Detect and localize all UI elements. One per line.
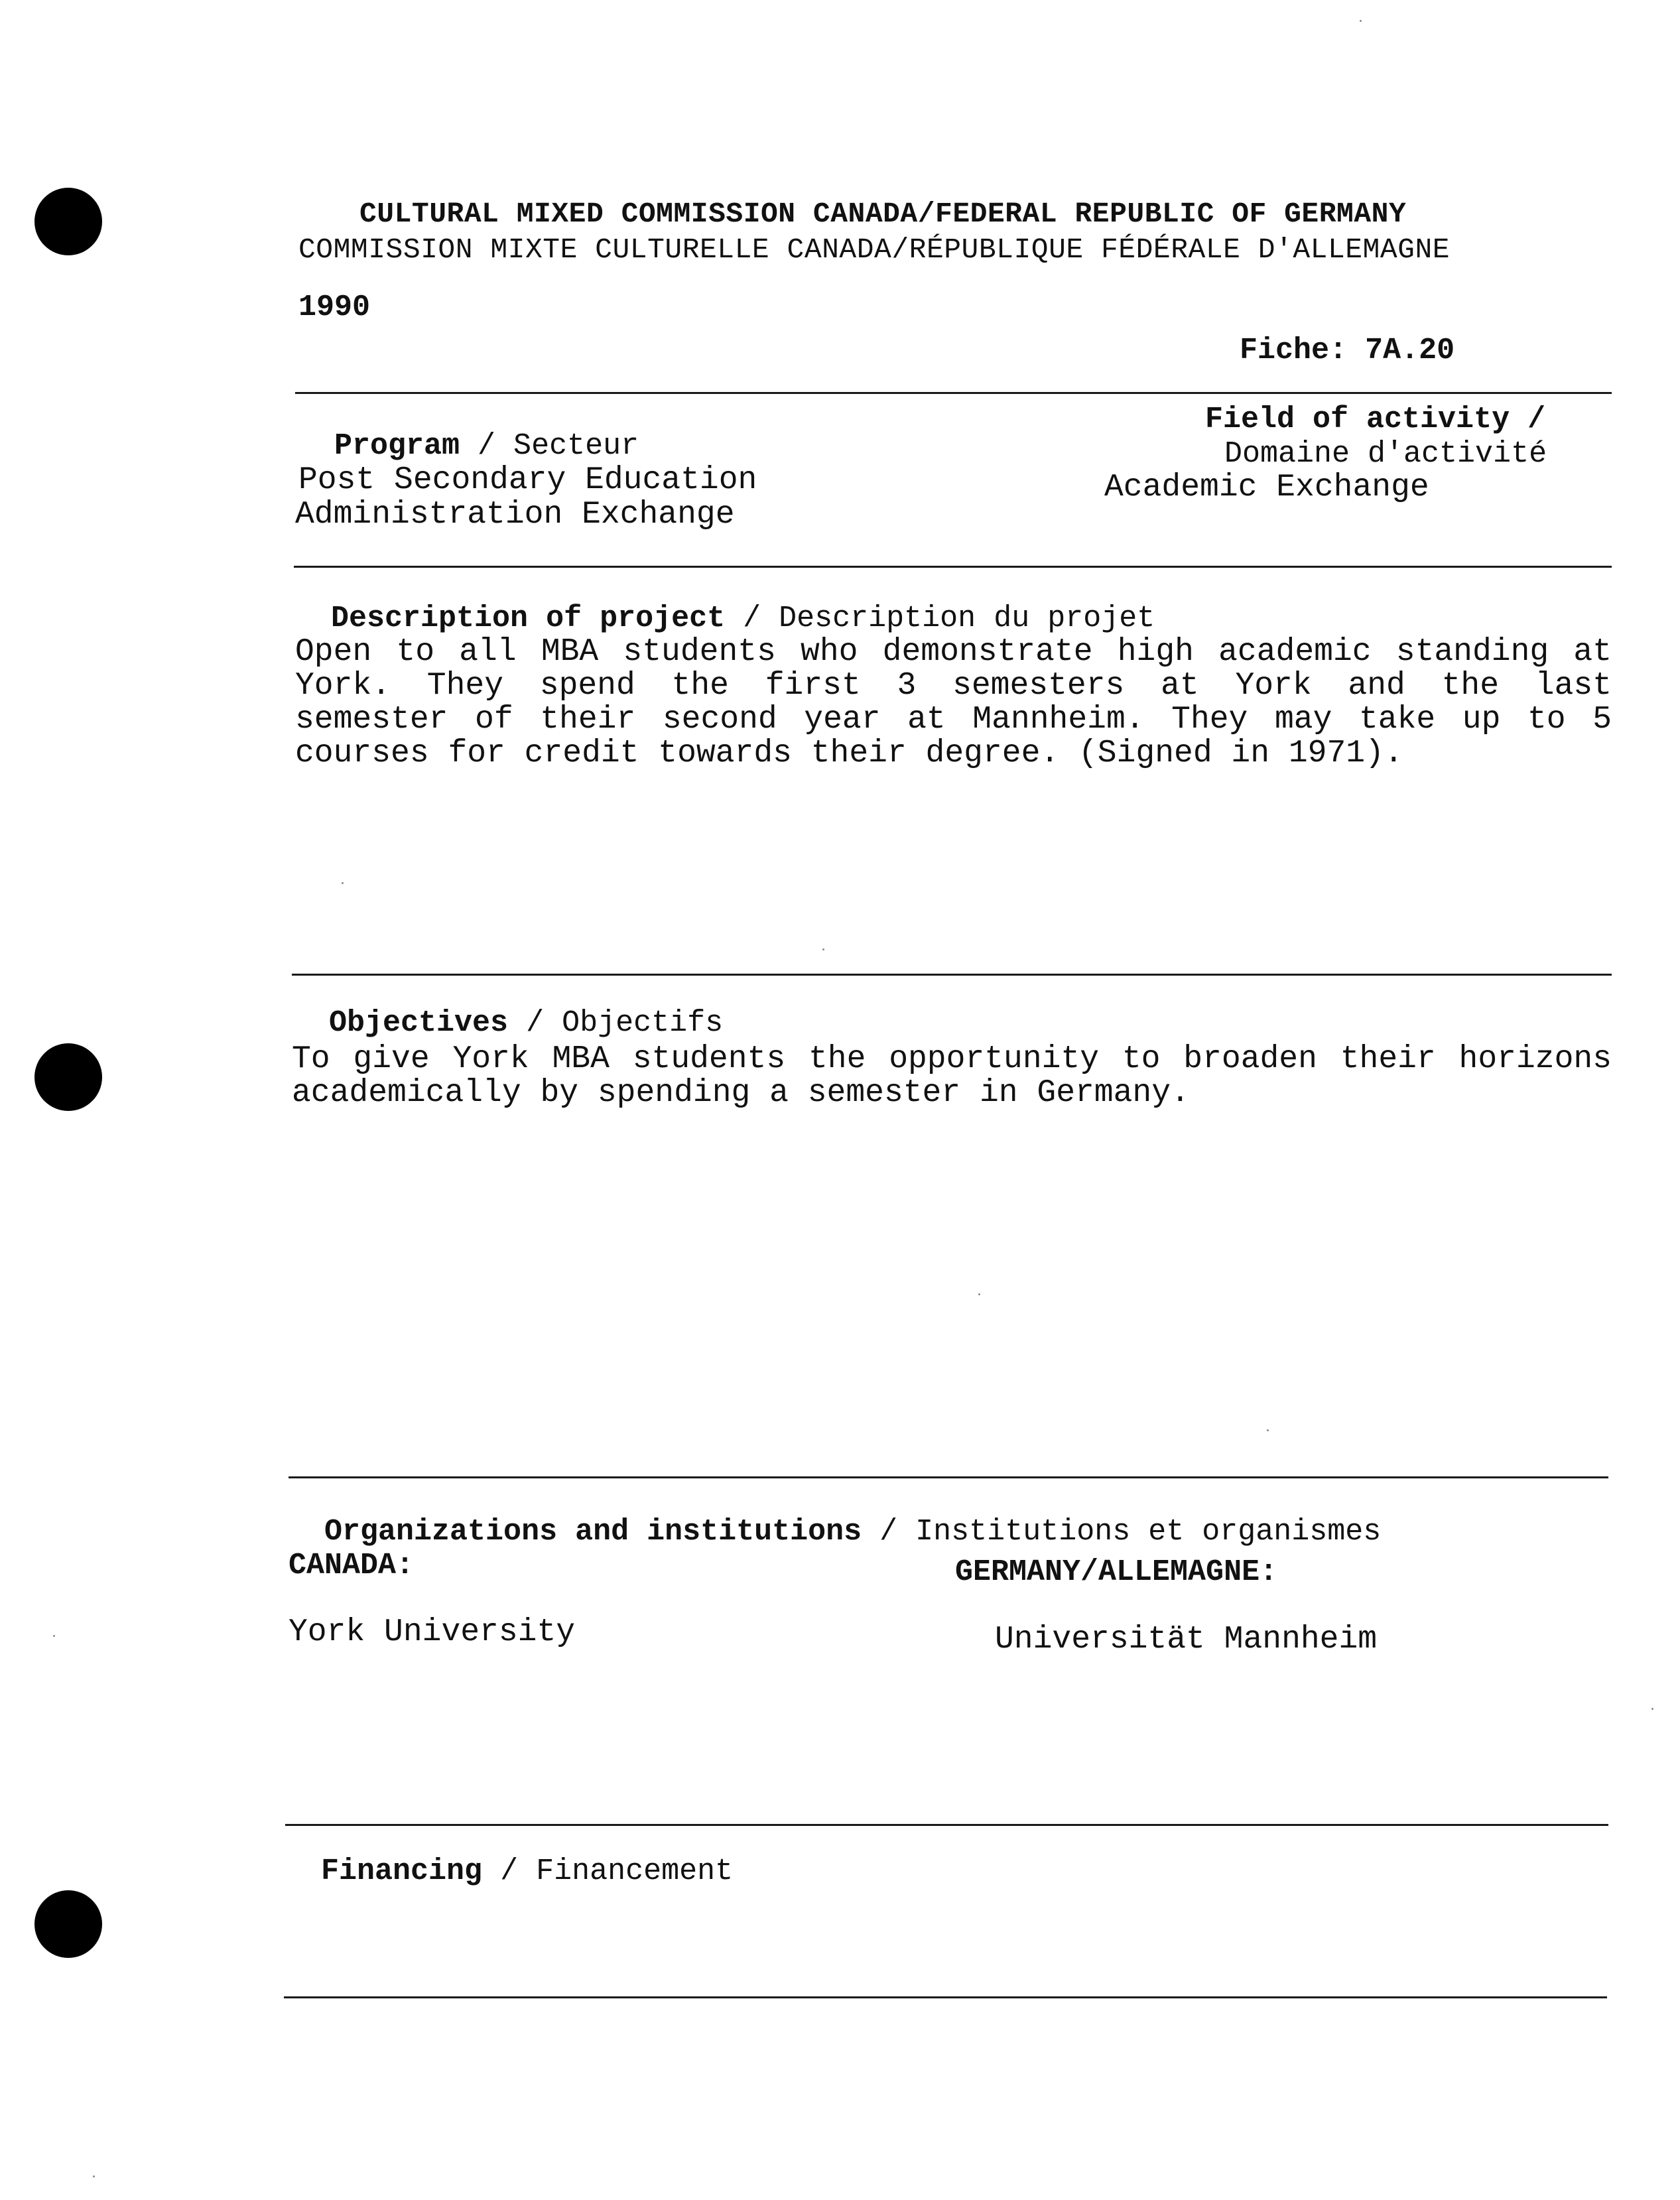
- financing-label-rest: / Financement: [482, 1854, 734, 1888]
- canada-institution: York University: [289, 1614, 576, 1650]
- fiche-label: Fiche:: [1240, 334, 1348, 367]
- description-label-rest: / Description du projet: [725, 602, 1155, 635]
- program-label-bold: Program: [334, 429, 460, 463]
- scan-speck: [1267, 1429, 1269, 1431]
- scan-speck: [1651, 1708, 1653, 1710]
- scan-speck: [342, 882, 344, 884]
- description-line-4: courses for credit towards their degree. (Signed in 1971).: [295, 736, 1403, 771]
- description-line-3: semester of their second year at Mannheim. They may take up to 5: [295, 702, 1612, 738]
- field-label: Field of activity /: [1205, 403, 1546, 436]
- objectives-line-2: academically by spending a semester in Germany.: [292, 1075, 1190, 1111]
- scan-speck: [822, 948, 824, 950]
- financing-label: [285, 1821, 733, 1888]
- scan-speck: [93, 2175, 95, 2177]
- header-title-fr: COMMISSION MIXTE CULTURELLE CANADA/RÉPUBLIQUE FÉDÉRALE D'ALLEMAGNE: [298, 233, 1451, 266]
- financing-label-bold: Financing: [321, 1854, 483, 1888]
- objectives-label-bold: Objectives: [329, 1006, 509, 1040]
- field-value: Academic Exchange: [1104, 470, 1429, 505]
- germany-label: GERMANY/ALLEMAGNE:: [955, 1555, 1278, 1589]
- description-label-bold: Description of project: [331, 602, 726, 635]
- binder-hole-top: [34, 188, 102, 255]
- scan-speck: [1360, 20, 1362, 22]
- canada-label: CANADA:: [289, 1549, 415, 1583]
- description-text: [295, 635, 1612, 771]
- binder-hole-middle: [34, 1043, 102, 1111]
- objectives-label-rest: / Objectifs: [508, 1006, 724, 1040]
- objectives-label: [293, 972, 723, 1040]
- section-rule-bottom: [284, 1996, 1607, 1998]
- section-rule-program: [295, 392, 1612, 394]
- objectives-text: [292, 1043, 1612, 1110]
- binder-hole-bottom: [34, 1890, 102, 1958]
- germany-institution: Universität Mannheim: [995, 1622, 1378, 1657]
- organizations-label: [289, 1481, 1381, 1549]
- scan-speck: [978, 1293, 980, 1295]
- program-value-line1: Post Secondary Education: [298, 462, 757, 498]
- description-line-1: Open to all MBA students who demonstrate high academic standing at: [295, 634, 1612, 670]
- description-line-2: York. They spend the first 3 semesters at York and the last: [295, 668, 1612, 704]
- program-value-line2: Administration Exchange: [295, 497, 735, 533]
- fiche-number: [1204, 300, 1454, 367]
- objectives-line-1: To give York MBA students the opportunity to broaden their horizons: [292, 1041, 1612, 1077]
- organizations-label-bold: Organizations and institutions: [324, 1515, 862, 1549]
- year: 1990: [298, 291, 371, 324]
- scan-speck: [53, 1635, 55, 1637]
- field-label-fr: Domaine d'activité: [1224, 437, 1547, 471]
- description-label: [295, 568, 1155, 635]
- organizations-label-rest: / Institutions et organismes: [862, 1515, 1382, 1549]
- header-title-en: CULTURAL MIXED COMMISSION CANADA/FEDERAL REPUBLIC OF GERMANY: [359, 198, 1407, 230]
- program-label: [298, 395, 639, 463]
- section-rule-organizations: [289, 1476, 1608, 1478]
- program-label-rest: / Secteur: [460, 429, 639, 463]
- fiche-value: 7A.20: [1365, 334, 1455, 367]
